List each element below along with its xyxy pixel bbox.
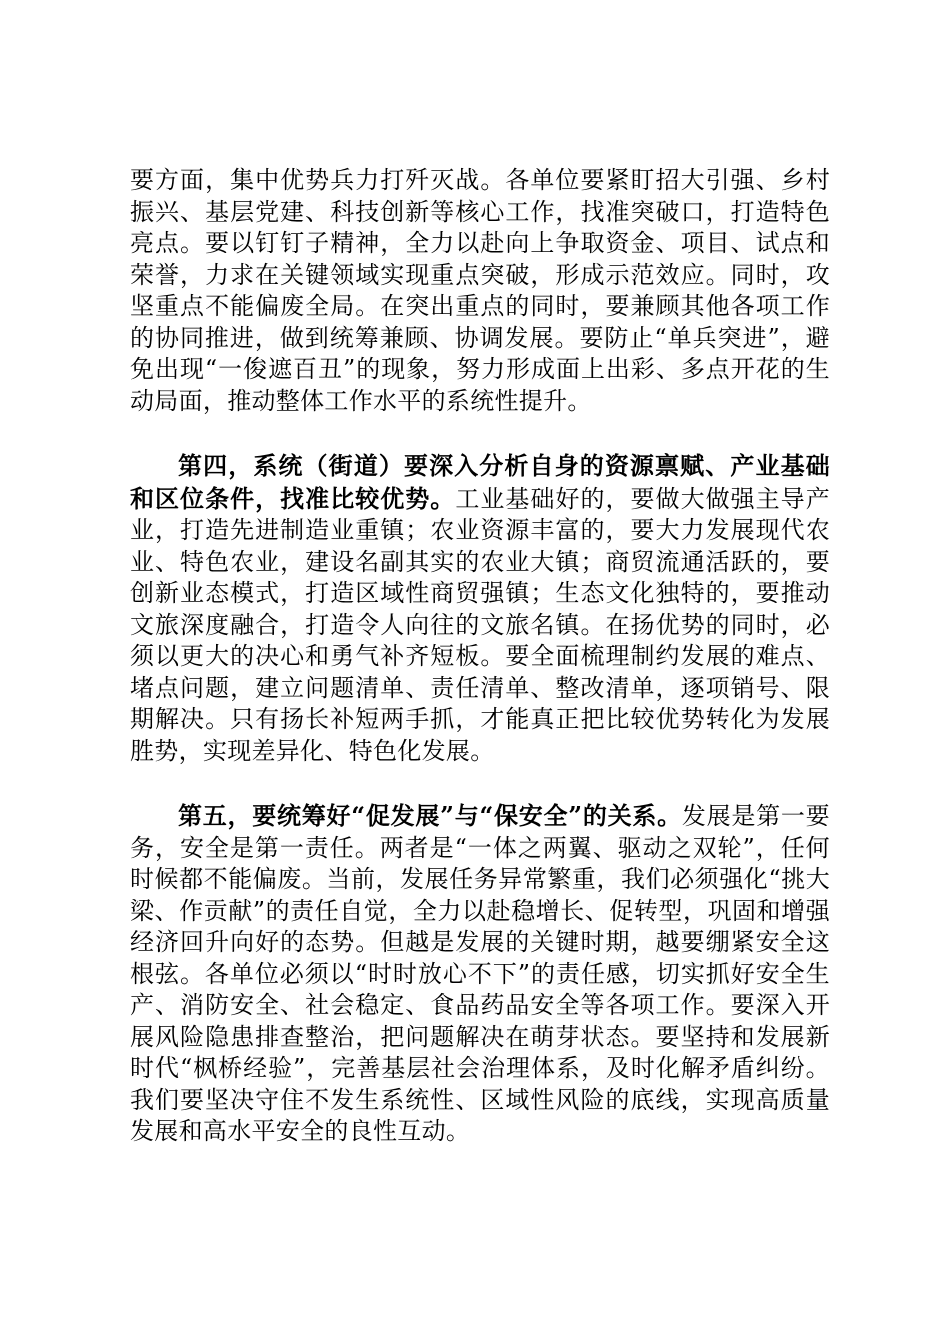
- paragraph-spacer: [130, 767, 830, 800]
- paragraph-continuation: [130, 164, 830, 417]
- paragraph-text: 工业基础好的，要做大做强主导产业，打造先进制造业重镇；农业资源丰富的，要大力发展现代农业、特色农业，建设名副其实的农业大镇；商贸流通活跃的，要创新业态模式，打造区域性商贸强镇；生态文化独特的，要推动文旅深度融合，打造令人向往的文旅名镇。在扬优势的同时，必须以更大的决心和勇气补齐短板。要全面梳理制约发展的难点、堵点问题，建立问题清单、责任清单、整改清单，逐项销号、限期解决。只有扬长补短两手抓，才能真正把比较优势转化为发展胜势，实现差异化、特色化发展。: [130, 484, 831, 765]
- paragraph-text: 发展是第一要务，安全是第一责任。两者是“一体之两翼、驱动之双轮”，任何时候都不能偏废。当前，发展任务异常繁重，我们必须强化“挑大梁、作贡献”的责任自觉，全力以赴稳增长、促转型，巩固和增强经济回升向好的态势。但越是发展的关键时期，越要绷紧安全这根弦。各单位必须以“时时放心不下”的责任感，切实抓好安全生产、消防安全、社会稳定、食品药品安全等各项工作。要深入开展风险隐患排查整治，把问题解决在萌芽状态。要坚持和发展新时代“枫桥经验”，完善基层社会治理体系，及时化解矛盾纠纷。我们要坚决守住不发生系统性、区域性风险的底线，实现高质量发展和高水平安全的良性互动。: [130, 802, 830, 1145]
- paragraph-lead: 第五，要统筹好“促发展”与“保安全”的关系。: [178, 801, 682, 830]
- paragraph-spacer: [130, 417, 830, 450]
- paragraph-lead: 第四，系统（街道）要深入分析自身的资源禀赋、产业基础和区位条件，找准比较优势。: [130, 451, 830, 513]
- paragraph-text: 要方面，集中优势兵力打歼灭战。各单位要紧盯招大引强、乡村振兴、基层党建、科技创新等核心工作，找准突破口，打造特色亮点。要以钉钉子精神，全力以赴向上争取资金、项目、试点和荣誉，力求在关键领域实现重点突破，形成示范效应。同时，攻坚重点不能偏废全局。在突出重点的同时，要兼顾其他各项工作的协同推进，做到统筹兼顾、协调发展。要防止“单兵突进”，避免出现“一俊遮百丑”的现象，努力形成面上出彩、多点开花的生动局面，推动整体工作水平的系统性提升。: [130, 166, 830, 415]
- document-body: [130, 164, 830, 1148]
- paragraph-fifth: [130, 800, 830, 1148]
- paragraph-fourth: [130, 450, 830, 767]
